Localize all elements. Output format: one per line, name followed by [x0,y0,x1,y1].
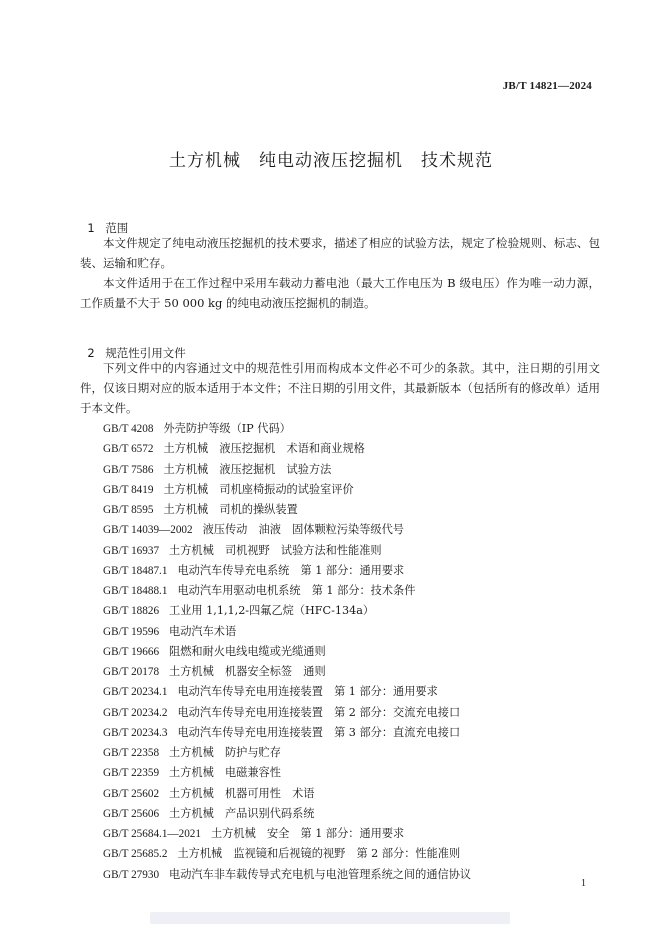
section-1-number: 1 [87,221,95,235]
reference-code: GB/T 19596 [103,625,160,638]
reference-item [103,520,471,540]
reference-item [103,723,471,743]
reference-item [103,804,471,824]
reference-title: 阻燃和耐火电线电缆或光缆通则 [169,644,326,658]
reference-item [103,824,471,844]
reference-item [103,439,471,459]
reference-code: GB/T 6572 [103,443,154,456]
reference-title: 电动汽车术语 [169,624,237,638]
reference-code: GB/T 20234.3 [103,726,168,739]
reference-item [103,844,471,864]
section-2-paragraph-1: 下列文件中的内容通过文中的规范性引用而构成本文件必不可少的条款。其中，注日期的引用文件，仅该日期对应的版本适用于本文件；不注日期的引用文件，其最新版本（包括所有的修改单）适用于本文件。 [80,361,600,415]
reference-code: GB/T 25606 [103,807,160,820]
reference-code: GB/T 25684.1—2021 [103,828,201,840]
reference-item [103,561,471,581]
reference-code: GB/T 8419 [103,483,154,496]
reference-code: GB/T 20234.2 [103,706,168,719]
section-1-paragraph-1: 本文件规定了纯电动液压挖掘机的技术要求，描述了相应的试验方法，规定了检验规则、标志、包装、运输和贮存。 [80,236,600,270]
reference-title: 电动汽车传导充电用连接装置 第 2 部分：交流充电接口 [177,705,461,719]
reference-title: 土方机械 电磁兼容性 [169,766,281,780]
reference-code: GB/T 27930 [103,868,160,881]
reference-title: 电动汽车传导充电系统 第 1 部分：通用要求 [177,563,405,577]
section-1-heading [80,206,128,236]
reference-code: GB/T 25685.2 [103,848,168,861]
reference-code: GB/T 18826 [103,605,160,618]
reference-list [103,419,471,885]
reference-item [103,480,471,500]
reference-title: 土方机械 液压挖掘机 术语和商业规格 [163,442,365,456]
reference-code: GB/T 18487.1 [103,564,168,577]
reference-item [103,743,471,763]
section-2-title: 规范性引用文件 [105,346,186,360]
reference-title: 土方机械 液压挖掘机 试验方法 [163,462,332,476]
reference-item [103,601,471,621]
reference-item [103,541,471,561]
reference-code: GB/T 16937 [103,544,160,557]
reference-item [103,784,471,804]
reference-title: 土方机械 安全 第 1 部分：通用要求 [211,827,405,840]
reference-title: 土方机械 司机座椅振动的试验室评价 [163,482,354,496]
reference-item [103,419,471,439]
reference-code: GB/T 19666 [103,645,160,658]
reference-item [103,662,471,682]
document-title: 土方机械 纯电动液压挖掘机 技术规范 [169,151,493,171]
reference-title: 工业用 1,1,1,2-四氟乙烷（HFC-134a） [169,604,375,618]
reference-title: 土方机械 监视镜和后视镜的视野 第 2 部分：性能准则 [177,847,461,861]
reference-title: 土方机械 司机的操纵装置 [163,503,298,516]
reference-item [103,622,471,642]
reference-item [103,642,471,662]
reference-code: GB/T 20178 [103,666,160,678]
reference-title: 外壳防护等级（IP 代码） [163,422,291,435]
reference-title: 电动汽车非车载传导式充电机与电池管理系统之间的通信协议 [169,867,472,881]
section-2-heading [80,331,186,361]
reference-item [103,500,471,520]
reference-code: GB/T 7586 [103,463,154,476]
reference-title: 液压传动 油液 固体颗粒污染等级代号 [202,523,404,537]
reference-code: GB/T 25602 [103,787,160,800]
reference-title: 电动汽车用驱动电机系统 第 1 部分：技术条件 [177,584,416,597]
reference-title: 电动汽车传导充电用连接装置 第 1 部分：通用要求 [177,685,438,699]
reference-code: GB/T 8595 [103,504,154,516]
section-1-title: 范围 [105,221,129,235]
reference-item [103,703,471,723]
reference-title: 土方机械 产品识别代码系统 [169,806,315,820]
reference-code: GB/T 14039—2002 [103,524,193,537]
reference-code: GB/T 4208 [103,423,154,435]
reference-title: 土方机械 机器可用性 术语 [169,786,315,800]
reference-code: GB/T 22359 [103,767,160,780]
section-1-paragraph-2: 本文件适用于在工作过程中采用车载动力蓄电池（最大工作电压为 B 级电压）作为唯一动力源，工作质量不大于 50 000 kg 的纯电动液压挖掘机的制造。 [80,276,600,310]
reference-item [103,581,471,601]
reference-title: 土方机械 防护与贮存 [169,746,281,759]
reference-item [103,865,471,885]
page-number: 1 [581,878,586,889]
reference-title: 土方机械 司机视野 试验方法和性能准则 [169,543,382,557]
reference-title: 电动汽车传导充电用连接装置 第 3 部分：直流充电接口 [177,725,461,739]
reference-item [103,682,471,702]
watermark-strip [150,912,510,924]
reference-title: 土方机械 机器安全标签 通则 [169,665,326,678]
reference-code: GB/T 22358 [103,747,160,759]
reference-code: GB/T 20234.1 [103,686,168,699]
standard-code: JB/T 14821—2024 [502,80,592,92]
reference-item [103,763,471,783]
reference-code: GB/T 18488.1 [103,585,168,597]
reference-item [103,460,471,480]
section-2-number: 2 [87,346,95,360]
